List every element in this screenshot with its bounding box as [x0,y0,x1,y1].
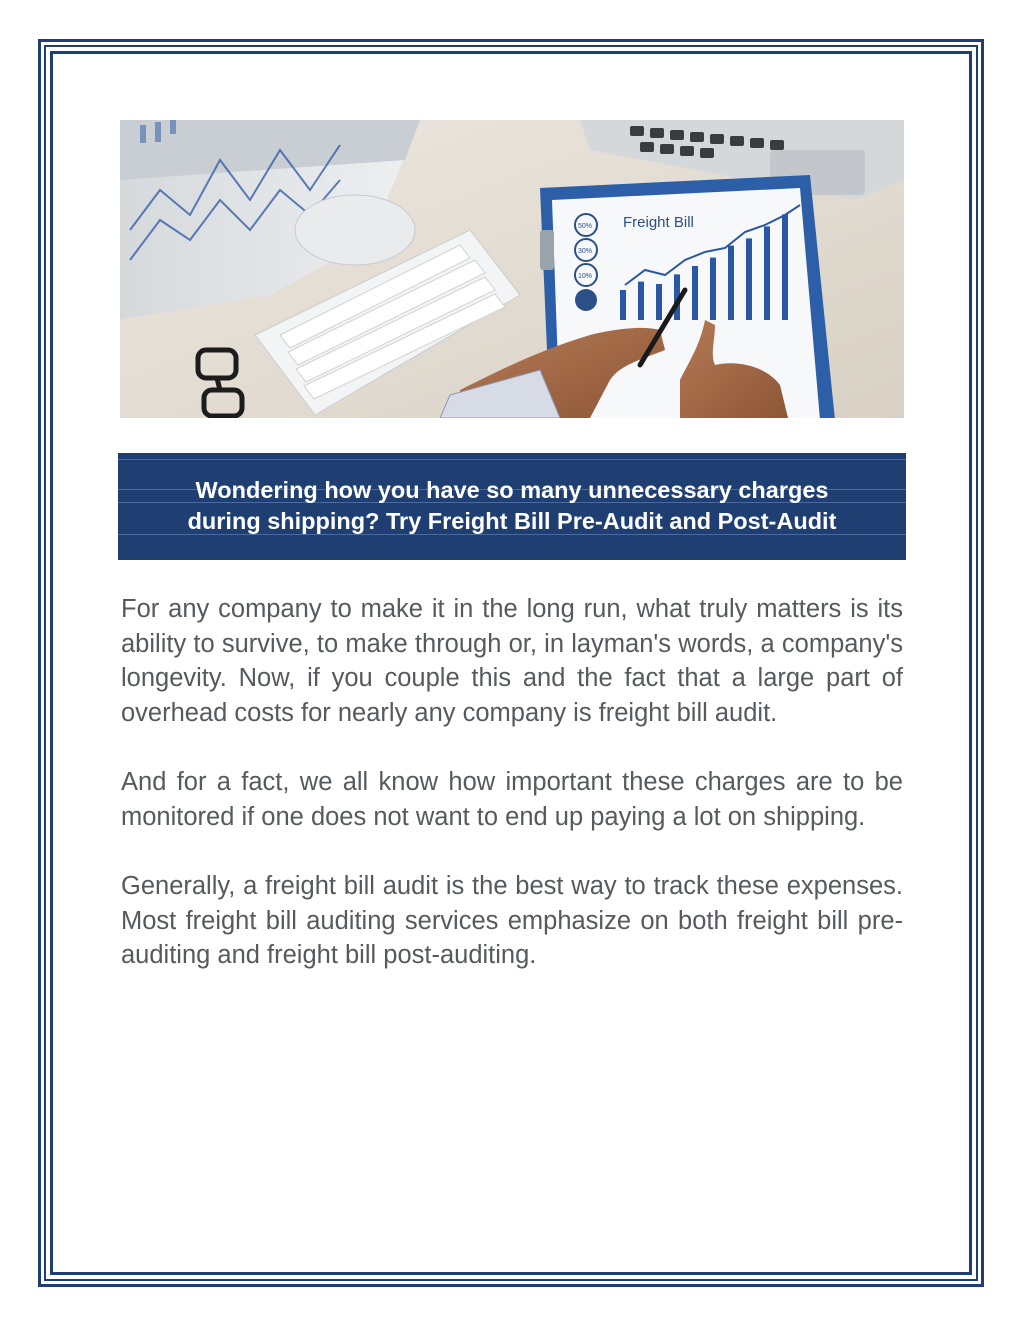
clipboard-chart-bar [746,238,752,320]
percent-label: 50% [578,223,593,230]
clipboard-chart-bar [710,258,716,320]
clipboard-chart-bar [620,290,626,320]
clipboard-chart-bar [728,246,734,320]
paragraph-3: Generally, a freight bill audit is the best way to track these expenses. Most freight bill auditing services emphasize on both freight bill pre-auditing and freight bill post-auditing. [121,872,903,969]
percent-label: 30% [578,248,593,255]
headline-line-1: Wondering how you have so many unnecessary charges [195,477,829,503]
headline-line-2: during shipping? Try Freight Bill Pre-Audit and Post-Audit [187,508,837,534]
paragraph-2: And for a fact, we all know how important these charges are to be monitored if one does not want to end up paying a lot on shipping. [121,768,903,831]
paragraph-1: For any company to make it in the long run, what truly matters is its ability to survive, to make through or, in layman's words, a company's longevity. Now, if you couple this and the fact that a large part of overhead costs for nearly any company is freight bill audit. [121,595,903,727]
article-body [121,592,903,1008]
percent-label: 10% [578,273,593,280]
hero-photo [120,120,904,418]
clipboard-chart-bar [692,266,698,320]
banner-rule [118,459,906,460]
clipboard-chart-bar [638,282,644,320]
clipboard-chart-bar [764,226,770,320]
headline-banner [118,453,906,560]
clipboard-chart-bar [782,214,788,320]
headline [118,475,906,537]
clipboard-title: Freight Bill [623,214,694,231]
clipboard-chart-bar [656,284,662,320]
